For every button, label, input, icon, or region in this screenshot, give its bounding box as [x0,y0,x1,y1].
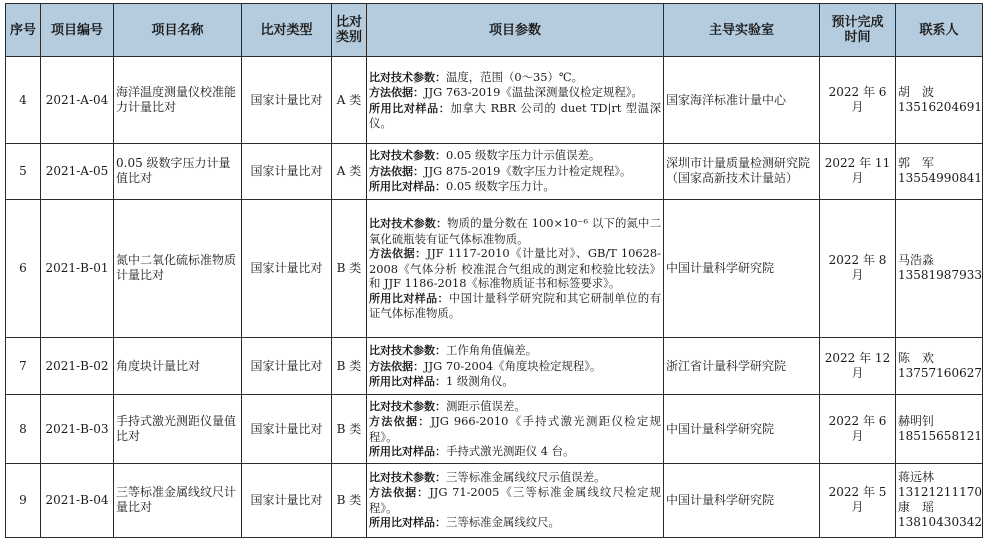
cell-type: 国家计量比对 [242,338,332,395]
cell-code: 2021-B-04 [41,463,114,537]
param-label: 方法依据： [369,86,424,100]
param-paragraph [369,85,661,101]
param-text: 0.05 级数字压力计。 [446,179,555,194]
param-text: 1 级测角仪。 [446,374,514,388]
param-paragraph [369,444,661,460]
cell-seq: 7 [6,338,41,395]
param-text: 温度，范围（0～35）℃。 [446,69,583,84]
table-row [6,395,983,463]
param-label: 比对技术参数： [369,70,446,84]
cell-seq: 8 [6,395,41,463]
cell-category: A 类 [332,144,367,199]
cell-lab: 中国计量科学研究院 [664,395,820,463]
contact-name: 陈 欢 [898,351,935,366]
param-paragraph [369,179,661,195]
cell-type: 国家计量比对 [242,395,332,463]
contact-name: 赫明钊 [898,414,935,429]
contact-phone: 13554990841 [898,171,982,186]
cell-seq: 6 [6,199,41,338]
param-text: JJG 70-2004《角度块检定规程》。 [424,358,602,373]
cell-params [367,463,664,537]
param-label: 方法依据： [369,164,424,178]
param-text: 三等标准金属线纹尺示值误差。 [446,469,606,484]
param-label: 所用比对样品： [369,180,446,194]
contact-name: 蒋远林 [898,470,935,485]
document-page [5,3,982,538]
cell-seq: 4 [6,57,41,144]
param-text: 中国计量科学研究院和其它研制单位的有证气体标准物质。 [369,290,661,321]
table-row [6,144,983,199]
cell-type: 国家计量比对 [242,57,332,144]
param-paragraph [369,101,661,131]
header-row [6,4,983,57]
param-text: 测距示值误差。 [446,398,526,413]
param-label: 比对技术参数： [369,344,446,357]
cell-lab: 中国计量科学研究院 [664,199,820,338]
header-contact: 联系人 [896,4,983,57]
contact-phone: 18515658121 [898,429,982,444]
cell-params [367,199,664,338]
cell-contact [896,144,983,199]
cell-time: 2022 年 6 月 [820,57,896,144]
cell-params [367,57,664,144]
param-text: 物质的量分数在 100×10⁻⁶ 以下的氮中二氧化硫瓶装有证气体标准物质。 [369,216,661,246]
cell-seq: 5 [6,144,41,199]
cell-lab: 中国计量科学研究院 [664,463,820,537]
cell-code: 2021-B-03 [41,395,114,463]
header-type: 比对类型 [242,4,332,57]
param-label: 比对技术参数： [369,470,446,484]
cell-code: 2021-B-01 [41,199,114,338]
cell-time: 2022 年 6 月 [820,395,896,463]
param-text: 0.05 级数字压力计示值误差。 [446,148,601,163]
header-name: 项目名称 [114,4,242,57]
param-paragraph [369,485,661,515]
header-category: 比对类别 [332,4,367,57]
cell-contact [896,338,983,395]
cell-category: B 类 [332,463,367,537]
header-time: 预计完成时间 [820,4,896,57]
cell-contact [896,463,983,537]
param-paragraph [369,216,661,246]
param-text: JJG 875-2019《数字压力计检定规程》。 [424,163,632,178]
param-paragraph [369,359,661,375]
param-paragraph [369,374,661,390]
param-text: JJG 966-2010《手持式激光测距仪检定规程》。 [369,414,662,444]
param-paragraph [369,246,661,291]
contact-phone: 13516204691 [898,100,982,115]
param-label: 方法依据： [369,415,431,429]
cell-seq: 9 [6,463,41,537]
param-label: 所用比对样品： [369,445,446,459]
param-paragraph [369,399,661,415]
param-text: 三等标准金属线纹尺。 [446,515,560,530]
contact-phone: 13757160627 [898,366,982,381]
cell-name: 三等标准金属线纹尺计量比对 [114,463,242,537]
cell-category: A 类 [332,57,367,144]
param-text: 工作角角值偏差。 [446,343,538,357]
param-label: 所用比对样品： [369,375,446,388]
table-row [6,57,983,144]
param-paragraph [369,470,661,486]
cell-params [367,338,664,395]
cell-code: 2021-A-05 [41,144,114,199]
param-label: 比对技术参数： [369,399,446,413]
cell-name: 角度块计量比对 [114,338,242,395]
cell-name: 海洋温度测量仪校准能力计量比对 [114,57,242,144]
param-label: 所用比对样品： [369,516,446,530]
cell-contact [896,57,983,144]
param-text: JJG 71-2005《三等标准金属线纹尺检定规程》。 [369,485,662,515]
cell-time: 2022 年 8 月 [820,199,896,338]
contact-phone: 13810430342 [898,515,982,530]
param-paragraph [369,70,661,86]
table-row [6,338,983,395]
header-code: 项目编号 [41,4,114,57]
comparison-projects-table [5,3,983,538]
param-paragraph [369,515,661,531]
param-paragraph [369,414,661,444]
param-paragraph [369,291,661,321]
contact-name: 康 瑶 [898,500,935,515]
cell-contact [896,395,983,463]
cell-lab: 深圳市计量质量检测研究院（国家高新技术计量站） [664,144,820,199]
cell-lab: 浙江省计量科学研究院 [664,338,820,395]
param-paragraph [369,148,661,164]
param-label: 方法依据： [369,486,430,500]
cell-name: 氮中二氧化硫标准物质计量比对 [114,199,242,338]
cell-time: 2022 年 12 月 [820,338,896,395]
cell-lab: 国家海洋标准计量中心 [664,57,820,144]
table-row [6,463,983,537]
param-label: 方法依据： [369,247,427,261]
header-params: 项目参数 [367,4,664,57]
cell-name: 0.05 级数字压力计量值比对 [114,144,242,199]
param-label: 所用比对样品： [369,291,449,305]
cell-time: 2022 年 5 月 [820,463,896,537]
cell-contact [896,199,983,338]
param-paragraph [369,343,661,359]
contact-name: 胡 波 [898,85,935,100]
param-text: JJF 1117-2010《计量比对》、GB/T 10628-2008《气体分析 校准混合气组成的测定和校验比较法》和 JJF 1186-2018《标准物质证书和标签要求》。 [369,246,661,291]
cell-type: 国家计量比对 [242,144,332,199]
cell-params [367,395,664,463]
param-label: 方法依据： [369,359,424,373]
cell-type: 国家计量比对 [242,199,332,338]
cell-category: B 类 [332,395,367,463]
cell-params [367,144,664,199]
table-row [6,199,983,338]
cell-type: 国家计量比对 [242,463,332,537]
contact-phone: 13121211170 [898,485,982,500]
param-paragraph [369,164,661,180]
cell-category: B 类 [332,199,367,338]
param-label: 比对技术参数： [369,217,448,231]
cell-code: 2021-A-04 [41,57,114,144]
param-text: JJG 763-2019《温盐深测量仪检定规程》。 [424,85,643,100]
header-seq: 序号 [6,4,41,57]
cell-code: 2021-B-02 [41,338,114,395]
param-text: 手持式激光测距仪 4 台。 [446,444,575,459]
contact-name: 郭 军 [898,156,935,171]
cell-time: 2022 年 11 月 [820,144,896,199]
cell-name: 手持式激光测距仪量值比对 [114,395,242,463]
param-text: 加拿大 RBR 公司的 duet TD|rt 型温深仪。 [369,100,661,131]
cell-category: B 类 [332,338,367,395]
contact-phone: 13581987933 [898,268,982,283]
header-lab: 主导实验室 [664,4,820,57]
param-label: 比对技术参数： [369,149,446,163]
param-label: 所用比对样品： [369,101,451,115]
contact-name: 马浩淼 [898,253,935,268]
